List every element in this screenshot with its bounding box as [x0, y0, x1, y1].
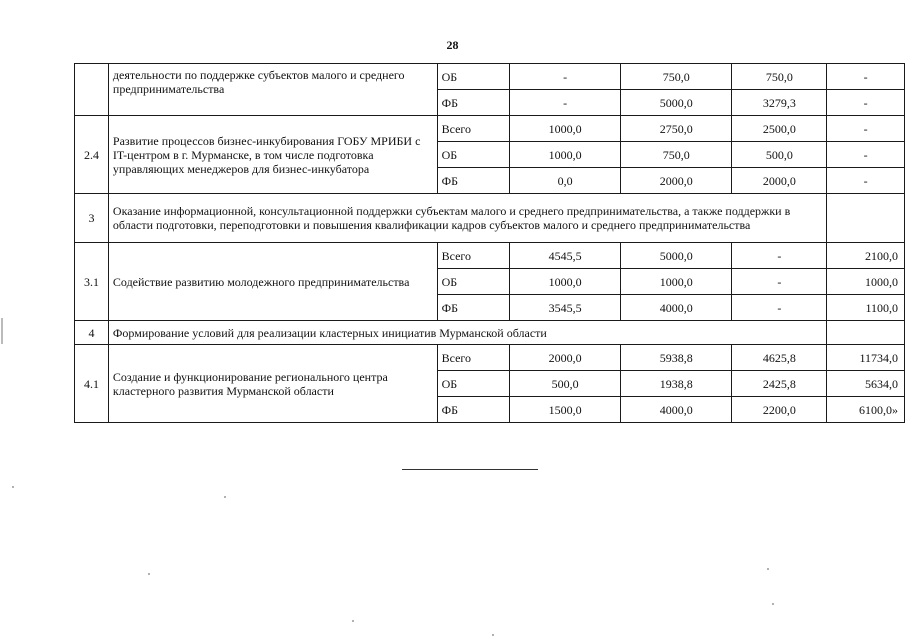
table-row	[75, 243, 905, 269]
source-cell: Всего	[437, 116, 510, 142]
value-cell: 2200,0	[732, 397, 827, 423]
value-cell: 4625,8	[732, 345, 827, 371]
value-cell: 1100,0	[827, 295, 905, 321]
value-cell: 0,0	[510, 168, 621, 194]
page-number: 28	[446, 38, 459, 52]
value-cell: 500,0	[732, 142, 827, 168]
value-cell: 2750,0	[620, 116, 732, 142]
value-cell: -	[510, 90, 621, 116]
source-cell: ФБ	[437, 168, 510, 194]
row-description: Создание и функционирование регионального центра кластерного развития Мурманской области	[108, 345, 437, 423]
scan-speck	[492, 634, 494, 636]
value-cell: -	[732, 295, 827, 321]
value-cell: 3279,3	[732, 90, 827, 116]
value-cell: -	[827, 116, 905, 142]
value-cell: 2000,0	[510, 345, 621, 371]
value-cell: 5000,0	[620, 243, 732, 269]
value-cell: 2425,8	[732, 371, 827, 397]
scan-speck	[352, 620, 354, 622]
value-cell: 1000,0	[827, 269, 905, 295]
source-cell: ОБ	[437, 269, 510, 295]
section-description: Оказание информационной, консультационной поддержки субъектам малого и среднего предпринимательства, а также поддержки в области подготовки, переподготовки и повышения квалификации кадров субъектов малого и среднего предпринимательства	[108, 194, 826, 243]
value-cell: 11734,0	[827, 345, 905, 371]
scan-edge-mark	[1, 318, 3, 344]
table-row	[75, 64, 905, 90]
value-cell: 1938,8	[620, 371, 732, 397]
scan-speck	[12, 486, 14, 488]
value-cell: 5634,0	[827, 371, 905, 397]
row-number: 3.1	[75, 243, 109, 321]
table-row	[75, 194, 905, 243]
source-cell: ФБ	[437, 90, 510, 116]
value-cell: -	[732, 269, 827, 295]
value-cell: 1000,0	[510, 142, 621, 168]
value-cell: 1000,0	[510, 116, 621, 142]
value-cell: 4545,5	[510, 243, 621, 269]
table-row	[75, 116, 905, 142]
value-cell: -	[510, 64, 621, 90]
row-description: Содействие развитию молодежного предпринимательства	[108, 243, 437, 321]
table-row	[75, 321, 905, 345]
row-number: 2.4	[75, 116, 109, 194]
value-cell: 2100,0	[827, 243, 905, 269]
row-number: 4	[75, 321, 109, 345]
scan-speck	[148, 573, 150, 575]
value-cell: 6100,0»	[827, 397, 905, 423]
row-number-cell	[75, 64, 109, 116]
value-cell: -	[827, 90, 905, 116]
row-description: деятельности по поддержке субъектов малого и среднего предпринимательства	[108, 64, 437, 116]
value-cell: -	[827, 64, 905, 90]
value-cell: 2500,0	[732, 116, 827, 142]
table-row	[75, 345, 905, 371]
value-cell: 1000,0	[510, 269, 621, 295]
section-description: Формирование условий для реализации кластерных инициатив Мурманской области	[108, 321, 826, 345]
value-cell: 5938,8	[620, 345, 732, 371]
empty-cell	[827, 321, 905, 345]
separator-rule	[402, 469, 538, 470]
source-cell: ОБ	[437, 371, 510, 397]
scan-speck	[767, 568, 769, 570]
value-cell: 4000,0	[620, 295, 732, 321]
scan-speck	[772, 603, 774, 605]
value-cell: 750,0	[620, 64, 732, 90]
source-cell: ОБ	[437, 142, 510, 168]
value-cell: 4000,0	[620, 397, 732, 423]
empty-cell	[827, 194, 905, 243]
value-cell: 750,0	[620, 142, 732, 168]
row-number: 4.1	[75, 345, 109, 423]
value-cell: 5000,0	[620, 90, 732, 116]
source-cell: ФБ	[437, 295, 510, 321]
value-cell: 2000,0	[620, 168, 732, 194]
value-cell: -	[732, 243, 827, 269]
value-cell: 2000,0	[732, 168, 827, 194]
scan-speck	[224, 496, 226, 498]
source-cell: ФБ	[437, 397, 510, 423]
row-number: 3	[75, 194, 109, 243]
value-cell: 1000,0	[620, 269, 732, 295]
row-description: Развитие процессов бизнес-инкубирования ГОБУ МРИБИ с IT-центром в г. Мурманске, в том числе подготовка управляющих менеджеров для бизнес-инкубатора	[108, 116, 437, 194]
value-cell: 3545,5	[510, 295, 621, 321]
budget-table	[74, 63, 905, 423]
value-cell: -	[827, 168, 905, 194]
source-cell: ОБ	[437, 64, 510, 90]
source-cell: Всего	[437, 243, 510, 269]
value-cell: -	[827, 142, 905, 168]
value-cell: 750,0	[732, 64, 827, 90]
value-cell: 1500,0	[510, 397, 621, 423]
value-cell: 500,0	[510, 371, 621, 397]
source-cell: Всего	[437, 345, 510, 371]
